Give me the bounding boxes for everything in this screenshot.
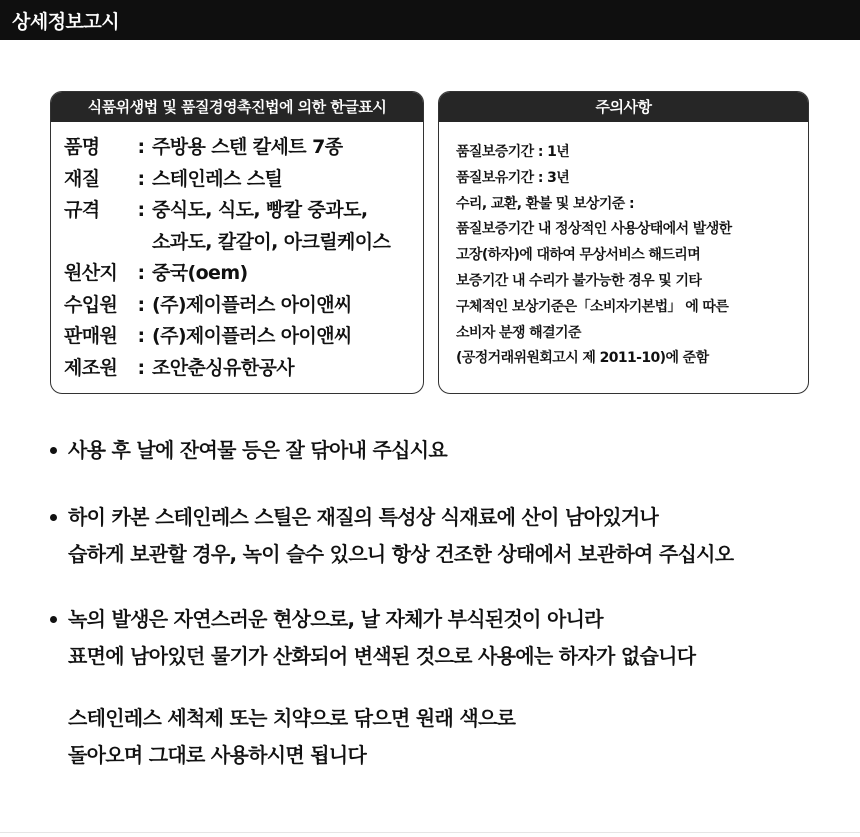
notice-line: 보증기간 내 수리가 불가능한 경우 및 기타 [456, 272, 702, 289]
spec-colon: : [137, 293, 145, 316]
notice-line: 고장(하자)에 대하여 무상서비스 해드리며 [456, 247, 701, 264]
spec-colon: : [137, 325, 145, 347]
notice-line: 품질보증기간 내 정상적인 사용상태에서 발생한 [456, 221, 732, 238]
care-note-line: 습하게 보관할 경우, 녹이 슬수 있으니 항상 건조한 상태에서 보관하여 주십시오 [68, 542, 734, 566]
care-note [68, 700, 515, 774]
care-note [50, 432, 447, 469]
spec-colon: : [137, 262, 145, 284]
care-note [50, 601, 695, 675]
spec-key: 판매원 [64, 325, 118, 347]
header-title: 상세정보고시 [12, 10, 120, 33]
bullet-icon [50, 514, 57, 521]
care-note-line: 하이 카본 스테인레스 스틸은 재질의 특성상 식재료에 산이 남아있거나 [68, 505, 659, 529]
notice-line: 구체적인 보상기준은「소비자기본법」 에 따른 [456, 298, 729, 315]
spec-row [64, 290, 423, 322]
notice-list [439, 122, 808, 372]
bullet-icon [50, 616, 57, 623]
care-note-line: 스테인레스 세척제 또는 치약으로 닦으면 원래 색으로 [68, 706, 516, 730]
notice-box-title: 주의사항 [439, 92, 808, 122]
bullet-icon [50, 447, 57, 454]
notice-line: 수리, 교환, 환불 및 보상기준 : [456, 195, 634, 212]
spec-list [51, 122, 423, 384]
spec-key: 수입원 [64, 293, 118, 316]
care-note [50, 499, 733, 573]
spec-key: 원산지 [64, 262, 118, 284]
care-note-line: 녹의 발생은 자연스러운 현상으로, 날 자체가 부식된것이 아니라 [68, 607, 603, 631]
label-box-title: 식품위생법 및 품질경영촉진법에 의한 한글표시 [51, 92, 423, 122]
care-note-line: 사용 후 날에 잔여물 등은 잘 닦아내 주십시요 [68, 438, 447, 462]
care-note-line: 표면에 남아있던 물기가 산화되어 변색된 것으로 사용에는 하자가 없습니다 [68, 644, 696, 668]
spec-key: 제조원 [64, 356, 118, 379]
spec-row [64, 164, 423, 196]
spec-row [64, 321, 423, 353]
spec-row [64, 132, 423, 164]
spec-value: (주)제이플러스 아이앤씨 [152, 293, 352, 316]
spec-colon: : [137, 167, 145, 190]
notice-box [438, 91, 809, 394]
notice-line: (공정거래위원회고시 제 2011-10)에 준함 [456, 350, 709, 367]
spec-row [64, 353, 423, 385]
spec-colon: : [137, 356, 145, 379]
notice-line: 품질보유기간 : 3년 [456, 169, 570, 186]
divider [0, 832, 860, 833]
spec-value: (주)제이플러스 아이앤씨 [152, 325, 352, 347]
notice-line: 소비자 분쟁 해결기준 [456, 324, 581, 341]
spec-value: 스테인레스 스틸 [152, 167, 283, 190]
care-note-line: 돌아오며 그대로 사용하시면 됩니다 [68, 743, 367, 767]
spec-colon: : [137, 136, 145, 158]
spec-row [64, 195, 423, 258]
spec-value: 조안춘싱유한공사 [152, 356, 295, 379]
spec-key: 재질 [64, 167, 100, 190]
spec-row [64, 258, 423, 290]
header-bar [0, 0, 860, 40]
notice-line: 품질보증기간 : 1년 [456, 144, 570, 160]
spec-value: 중국(oem) [152, 262, 248, 284]
spec-key: 품명 [64, 136, 100, 158]
spec-key: 규격 [64, 199, 100, 221]
spec-colon: : [137, 199, 145, 221]
spec-value: 중식도, 식도, 빵칼 중과도, 소과도, 칼갈이, 아크릴케이스 [152, 199, 391, 253]
spec-value: 주방용 스텐 칼세트 7종 [152, 136, 343, 158]
label-info-box [50, 91, 424, 394]
